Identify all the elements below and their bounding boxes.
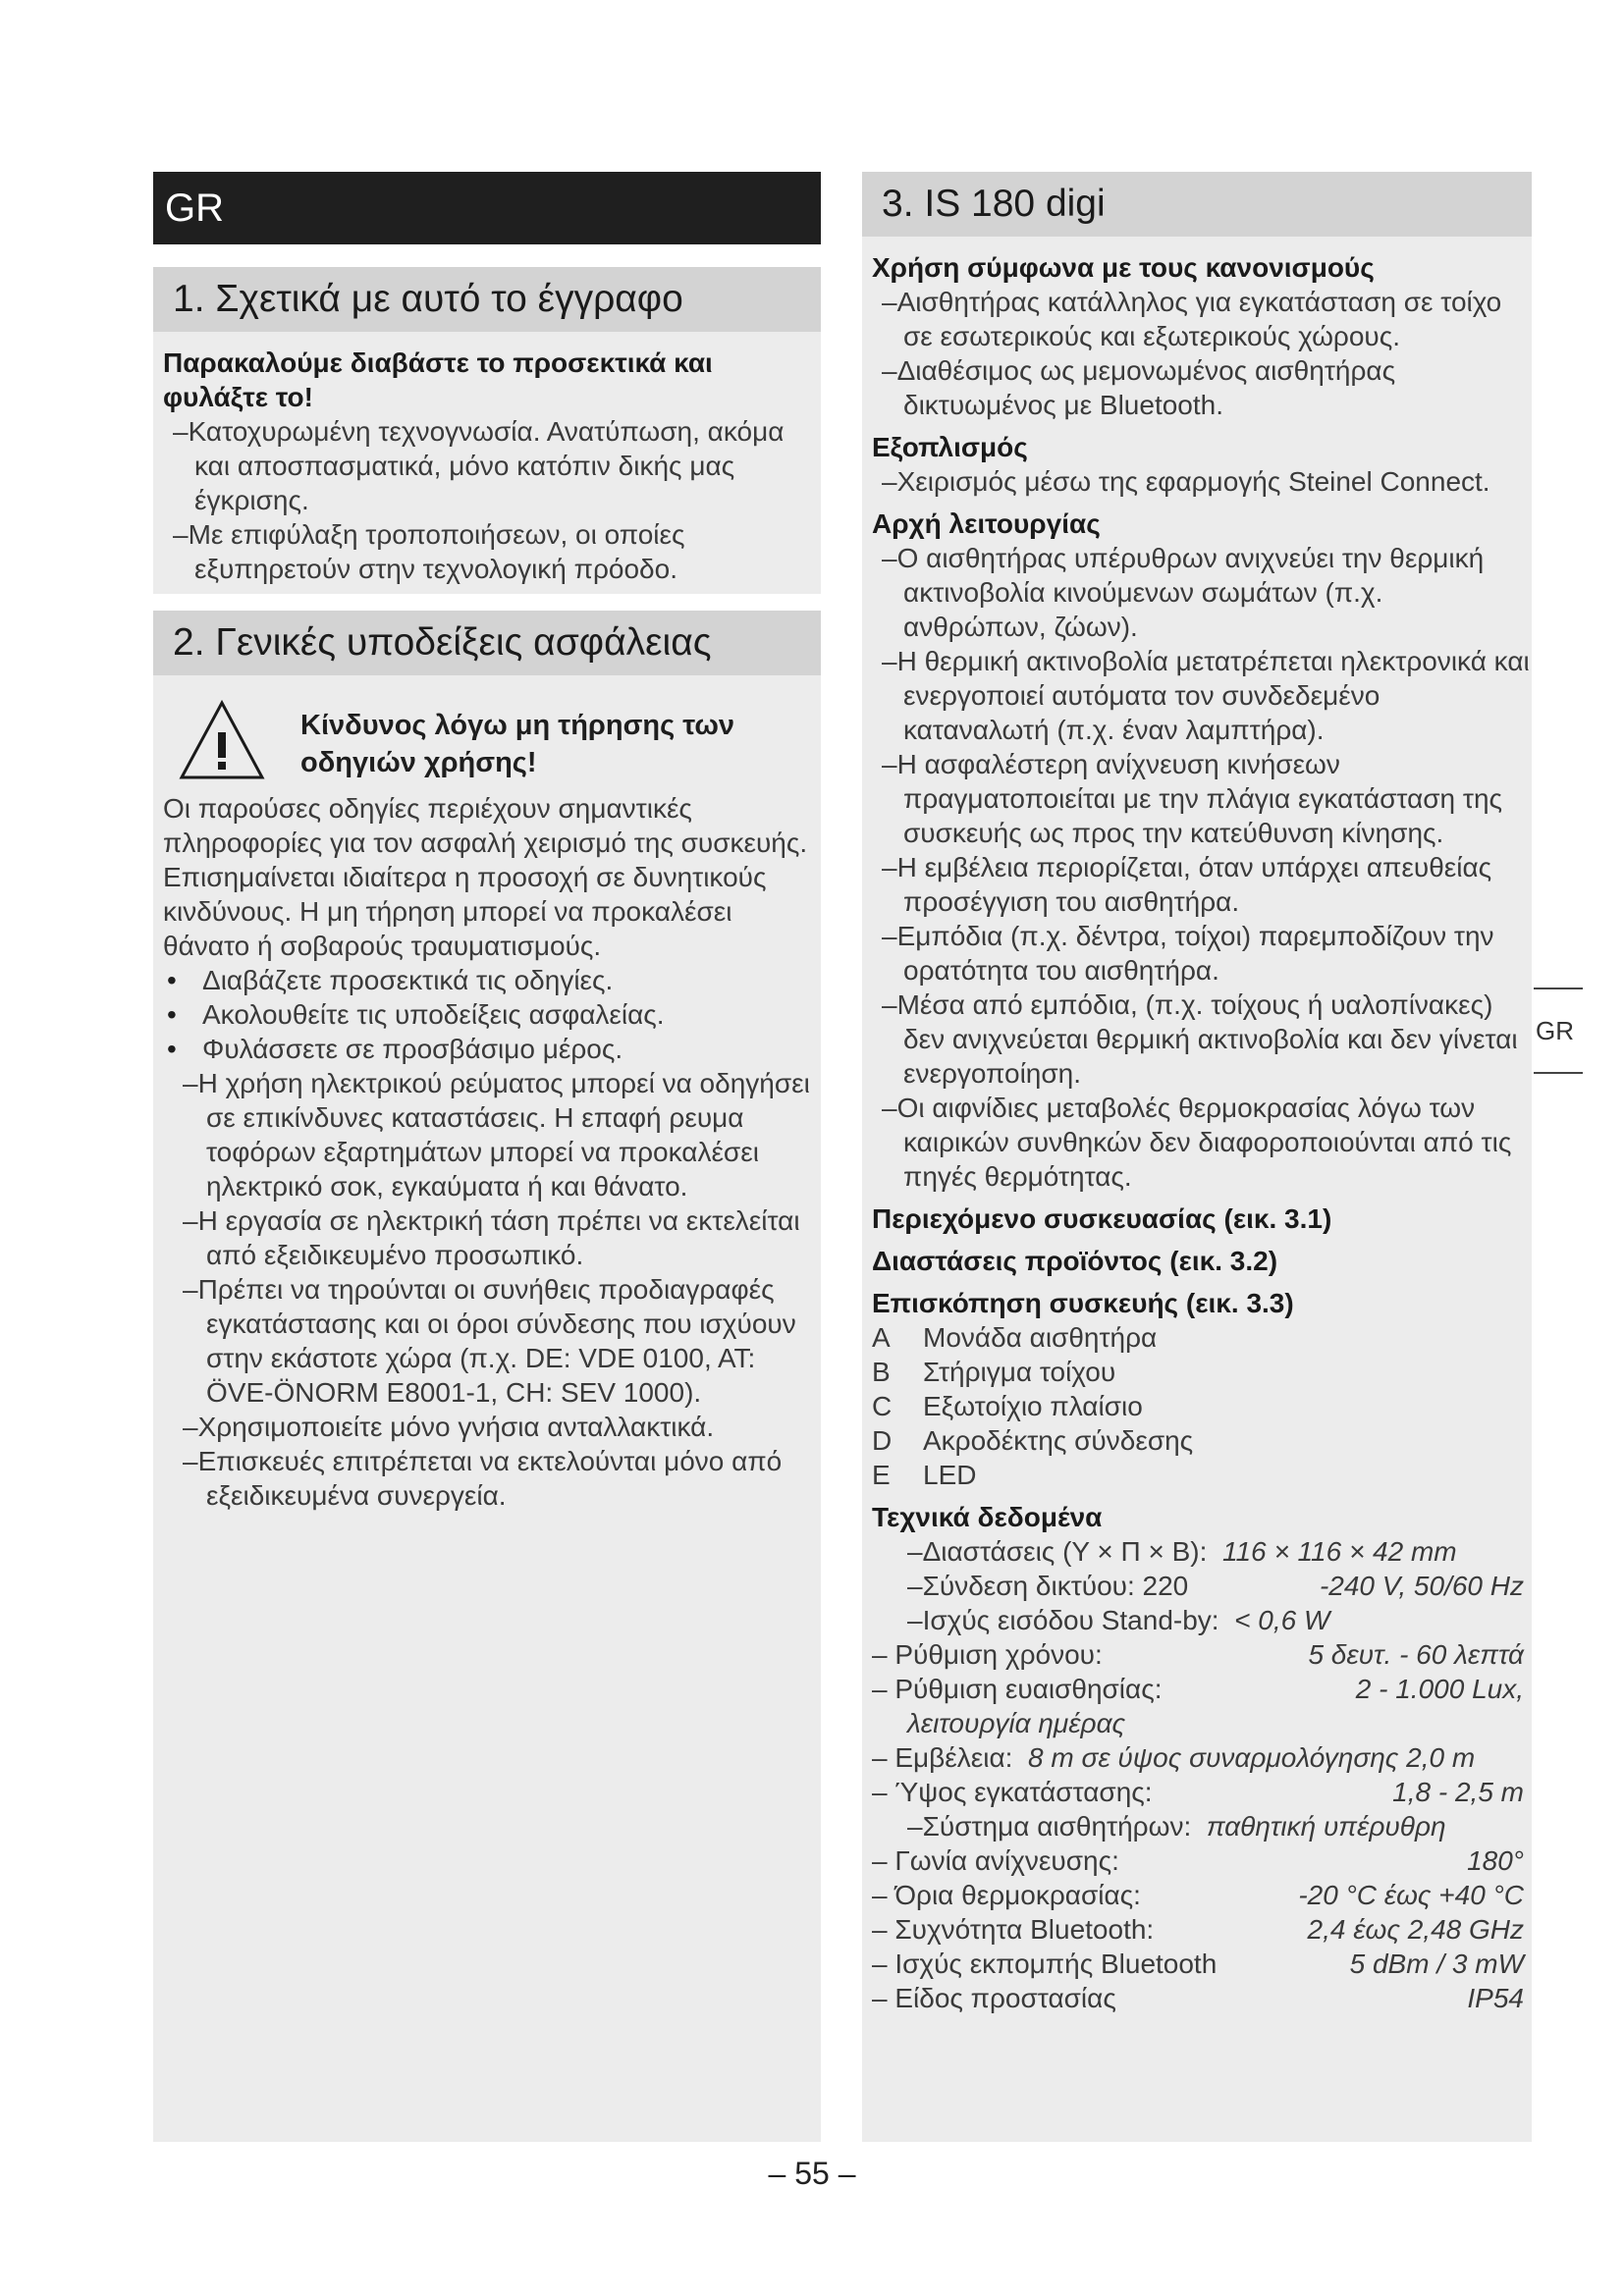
device-section: [862, 172, 1532, 2142]
equipment-title: Εξοπλισμός: [872, 432, 1028, 462]
warning-block: [179, 699, 821, 781]
tech-row: – Ισχύς εκπομπής Bluetooth 5 dBm / 3 mW: [872, 1949, 1524, 1979]
language-header: GR: [153, 172, 821, 244]
warning-triangle-icon: [179, 699, 265, 781]
safety-dash-item: –Πρέπει να τηρούνται οι συνήθεις προδιαγραφές εγκατάστασης και οι όροι σύνδεσης που ισχύουν στην εκάστοτε χώρα (π.χ. DE: VDE 0100, AT: ÖVE-ÖNORM E8001-1, CH: SEV 1000).: [183, 1274, 796, 1408]
about-item: –Με επιφύλαξη τροποποιήσεων, οι οποίες εξυπηρετούν στην τεχνολογική πρόοδο.: [173, 519, 685, 584]
package-title: Περιεχόμενο συσκευασίας (εικ. 3.1): [872, 1203, 1332, 1234]
principle-item: –Η εμβέλεια περιορίζεται, όταν υπάρχει απευθείας προσέγγιση του αισθητήρα.: [882, 852, 1492, 917]
safety-dash-item: –Η εργασία σε ηλεκτρική τάση πρέπει να εκτελείται από εξειδικευμένο προσωπικό.: [183, 1205, 800, 1270]
section-heading-device: 3. IS 180 digi: [862, 172, 1532, 237]
safety-intro: Οι παρούσες οδηγίες περιέχουν σημαντικές πληροφορίες για τον ασφαλή χειρισμό της συσκευής. Επισημαίνεται ιδιαίτερα η προσοχή σε δυνητικούς κινδύνους. Η μη τήρηση μπορεί να προκαλέσει θάνατο ή σοβαρούς τραυματισμούς.: [163, 793, 808, 961]
about-subheading: Παρακαλούμε διαβάστε το προσεκτικά και φυλάξτε το!: [163, 347, 713, 412]
safety-dash-item: –Επισκευές επιτρέπεται να εκτελούνται μόνο από εξειδικευμένα συνεργεία.: [183, 1446, 783, 1511]
principle-title: Αρχή λειτουργίας: [872, 508, 1101, 539]
tech-row: –Διαστάσεις (Υ × Π × Β): 116 × 116 × 42 mm: [907, 1536, 1457, 1567]
tech-row: – Όρια θερμοκρασίας: -20 °C έως +40 °C: [872, 1880, 1524, 1910]
bullet-item: • Ακολουθείτε τις υποδείξεις ασφαλείας.: [167, 999, 665, 1030]
tech-row: – Ρύθμιση χρόνου: 5 δευτ. - 60 λεπτά: [872, 1639, 1524, 1670]
overview-title: Επισκόπηση συσκευής (εικ. 3.3): [872, 1288, 1294, 1318]
principle-item: –Εμπόδια (π.χ. δέντρα, τοίχοι) παρεμποδίζουν την ορατότητα του αισθητήρα.: [882, 921, 1494, 986]
principle-item: –Μέσα από εμπόδια, (π.χ. τοίχους ή υαλοπίνακες) δεν ανιχνεύεται θερμική ακτινοβολία και δεν γίνεται ενεργοποίηση.: [882, 989, 1518, 1089]
tech-row: – Γωνία ανίχνευσης: 180°: [872, 1845, 1524, 1876]
warning-title: Κίνδυνος λόγω μη τήρησης των οδηγιών χρήσης!: [300, 710, 735, 778]
about-document-section: [153, 267, 821, 594]
principle-item: –Η ασφαλέστερη ανίχνευση κινήσεων πραγματοποιείται με την πλάγια εγκατάσταση της συσκευής ως προς την κατεύθυνση κίνησης.: [882, 749, 1503, 848]
about-item: –Κατοχυρωμένη τεχνογνωσία. Ανατύπωση, ακόμα και αποσπασματικά, μόνο κατόπιν δικής μας έγκρισης.: [173, 416, 785, 515]
safety-dash-item: –Η χρήση ηλεκτρικού ρεύματος μπορεί να οδηγήσει σε επικίνδυνες καταστάσεις. Η επαφή ρευμα τοφόρων εξαρτημάτων μπορεί να προκαλέσει ηλεκτρικό σοκ, εγκαύματα ή και θάνατο.: [183, 1068, 810, 1201]
tech-row: – Είδος προστασίας IP54: [872, 1983, 1524, 2013]
principle-item: –Ο αισθητήρας υπέρυθρων ανιχνεύει την θερμική ακτινοβολία κινούμενων σωμάτων (π.χ. ανθρώπων, ζώων).: [882, 543, 1485, 642]
page-number: – 55 –: [768, 2156, 856, 2191]
section-heading-safety: 2. Γενικές υποδείξεις ασφάλειας: [153, 611, 821, 675]
tech-row: –Σύστημα αισθητήρων: παθητική υπέρυθρη: [907, 1811, 1446, 1842]
dimensions-title: Διαστάσεις προϊόντος (εικ. 3.2): [872, 1246, 1278, 1276]
overview-item: C Εξωτοίχιο πλαίσιο: [872, 1391, 1143, 1421]
principle-item: –Η θερμική ακτινοβολία μετατρέπεται ηλεκτρονικά και ενεργοποιεί αυτόματα τον συνδεδεμένο καταναλωτή (π.χ. έναν λαμπτήρα).: [882, 646, 1530, 745]
tech-title: Τεχνικά δεδομένα: [872, 1502, 1103, 1532]
use-title: Χρήση σύμφωνα με τους κανονισμούς: [872, 252, 1375, 283]
overview-item: E LED: [872, 1460, 977, 1490]
safety-dash-item: –Χρησιμοποιείτε μόνο γνήσια ανταλλακτικά.: [183, 1412, 715, 1442]
section-heading-about: 1. Σχετικά με αυτό το έγγραφο: [153, 267, 821, 332]
side-language-tab: GR: [1534, 988, 1583, 1074]
tech-row: – Συχνότητα Bluetooth: 2,4 έως 2,48 GHz: [872, 1914, 1524, 1945]
tech-row: –Ισχύς εισόδου Stand-by: < 0,6 W: [907, 1605, 1330, 1635]
overview-item: A Μονάδα αισθητήρα: [872, 1322, 1158, 1353]
overview-item: D Ακροδέκτης σύνδεσης: [872, 1425, 1194, 1456]
equipment-item: –Χειρισμός μέσω της εφαρμογής Steinel Connect.: [882, 466, 1490, 497]
bullet-item: • Διαβάζετε προσεκτικά τις οδηγίες.: [167, 965, 614, 995]
tech-row: –Σύνδεση δικτύου: 220 -240 V, 50/60 Hz: [907, 1571, 1524, 1601]
use-item: –Διαθέσιμος ως μεμονωμένος αισθητήρας δικτυωμένος με Bluetooth.: [882, 355, 1396, 420]
tech-row-extra: λειτουργία ημέρας: [907, 1708, 1126, 1738]
bullet-item: • Φυλάσσετε σε προσβάσιμο μέρος.: [167, 1034, 623, 1064]
safety-section: [153, 611, 821, 2142]
tech-row: – Ύψος εγκατάστασης: 1,8 - 2,5 m: [872, 1777, 1524, 1807]
tech-row: – Ρύθμιση ευαισθησίας: 2 - 1.000 Lux,: [872, 1674, 1524, 1704]
principle-item: –Οι αιφνίδιες μεταβολές θερμοκρασίας λόγω των καιρικών συνθηκών δεν διαφοροποιούνται από τις πηγές θερμότητας.: [882, 1093, 1512, 1192]
use-item: –Αισθητήρας κατάλληλος για εγκατάσταση σε τοίχο σε εσωτερικούς και εξωτερικούς χώρους.: [882, 287, 1502, 351]
tech-row: – Εμβέλεια: 8 m σε ύψος συναρμολόγησης 2,0 m: [872, 1742, 1476, 1773]
overview-item: B Στήριγμα τοίχου: [872, 1357, 1116, 1387]
